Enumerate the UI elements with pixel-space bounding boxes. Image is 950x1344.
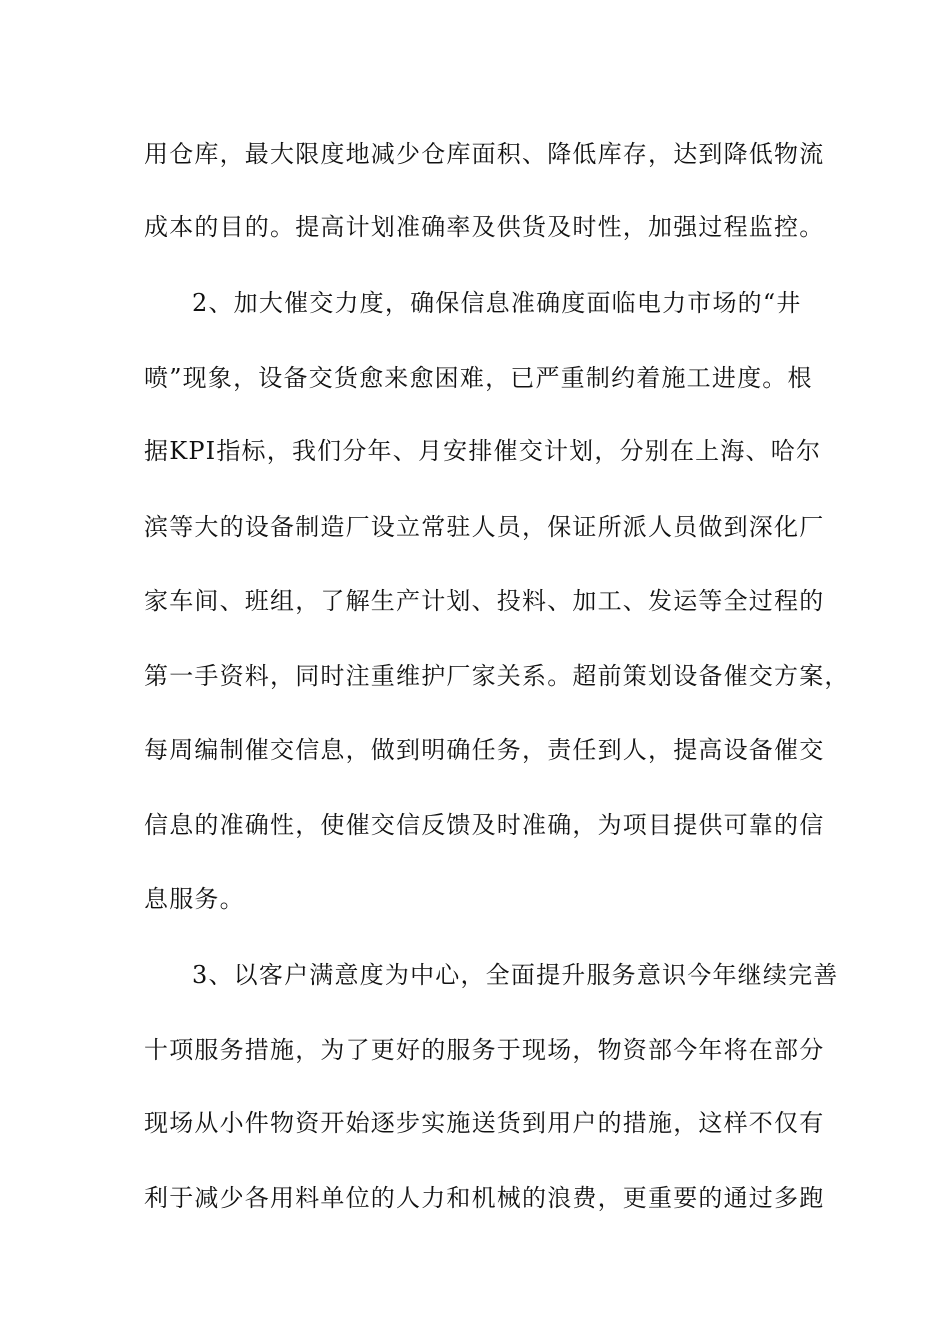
text-line: 十项服务措施，为了更好的服务于现场，物资部今年将在部分 [144,1036,825,1064]
text-line: 用仓库，最大限度地减少仓库面积、降低库存，达到降低物流 [144,140,825,168]
text-line: 利于减少各用料单位的人力和机械的浪费，更重要的通过多跑 [144,1184,825,1212]
text-line: 家车间、班组，了解生产计划、投料、加工、发运等全过程的 [144,587,825,615]
text-line: 喷”现象，设备交货愈来愈困难，已严重制约着施工进度。根 [144,364,813,392]
text-line: 2、加大催交力度，确保信息准确度面临电力市场的“井 [192,289,802,317]
text-line: 现场从小件物资开始逐步实施送货到用户的措施，这样不仅有 [144,1109,825,1137]
text-line: 成本的目的。提高计划准确率及供货及时性，加强过程监控。 [144,213,825,241]
text-line: 信息的准确性，使催交信反馈及时准确，为项目提供可靠的信 [144,811,825,839]
text-line: 滨等大的设备制造厂设立常驻人员，保证所派人员做到深化厂 [144,513,825,541]
text-line: 每周编制催交信息，做到明确任务，责任到人，提高设备催交 [144,736,825,764]
text-line: 据KPI指标，我们分年、月安排催交计划，分别在上海、哈尔 [144,437,822,465]
text-line: 息服务。 [144,885,245,913]
text-line: 3、以客户满意度为中心，全面提升服务意识今年继续完善 [192,961,839,989]
text-line: 第一手资料，同时注重维护厂家关系。超前策划设备催交方案， [144,662,850,690]
